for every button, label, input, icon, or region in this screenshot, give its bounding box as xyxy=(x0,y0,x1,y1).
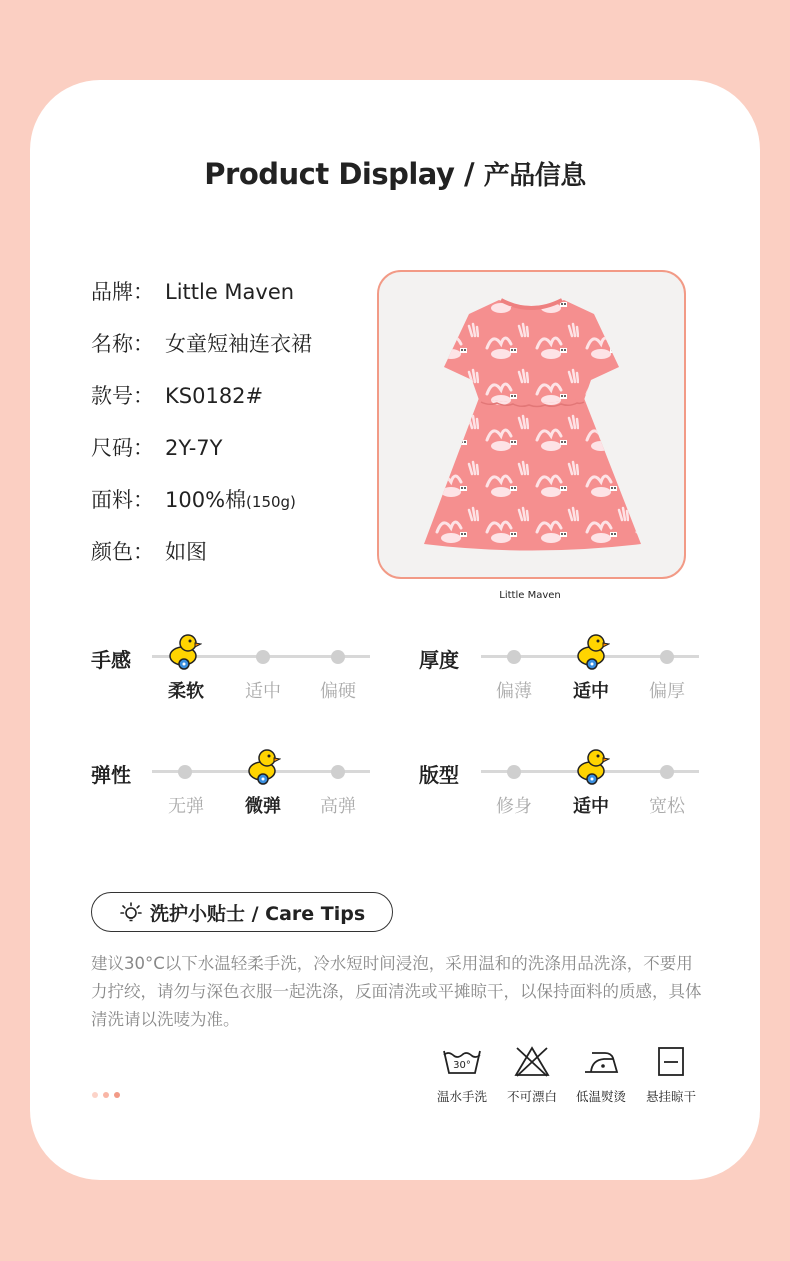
info-fabric xyxy=(91,484,296,514)
care-icon-label: 悬挂晾干 xyxy=(645,1089,696,1104)
care-icon-label: 不可漂白 xyxy=(506,1089,557,1104)
no-bleach-icon xyxy=(511,1045,553,1079)
hang-dry-icon xyxy=(650,1045,692,1079)
pager-dot xyxy=(114,1092,120,1098)
info-label: 面料： xyxy=(91,488,154,512)
scale-dot xyxy=(331,765,345,779)
info-value: 如图 xyxy=(165,540,207,564)
info-value: 2Y-7Y xyxy=(165,436,223,460)
info-value: Little Maven xyxy=(165,280,295,304)
info-size xyxy=(91,432,222,462)
title-en: Product Display xyxy=(204,157,455,191)
info-value: 100%棉 xyxy=(165,488,247,512)
info-label: 尺码： xyxy=(91,436,154,460)
scale-label-elasticity: 弹性 xyxy=(91,763,131,787)
info-label: 颜色： xyxy=(91,540,154,564)
scale-dot xyxy=(507,765,521,779)
scale-option: 修身 xyxy=(496,796,532,817)
care-icon-label: 低温熨烫 xyxy=(575,1089,626,1104)
scale-option: 无弹 xyxy=(168,796,204,817)
info-label: 款号： xyxy=(91,384,154,408)
scale-dot xyxy=(178,765,192,779)
scale-option: 柔软 xyxy=(168,681,204,702)
care-tips-text: 建议30°C以下水温轻柔手洗，冷水短时间浸泡，采用温和的洗涤用品洗涤，不要用力拧绞，请勿与深色衣服一起洗涤，反面清洗或平摊晾干，以保持面料的质感，具体清洗请以洗唛为准。 xyxy=(91,954,702,1029)
hand-wash-30-icon xyxy=(441,1045,483,1079)
scale-option: 宽松 xyxy=(649,796,685,817)
scale-option: 高弹 xyxy=(320,796,356,817)
svg-text:30°: 30° xyxy=(453,1060,471,1071)
care-icon-label: 温水手洗 xyxy=(436,1089,487,1104)
scale-option: 偏硬 xyxy=(320,681,356,702)
care-tips-title: 洗护小贴士 / Care Tips xyxy=(150,902,366,925)
title-separator: / xyxy=(463,157,475,191)
scale-label-fit: 版型 xyxy=(419,763,459,787)
info-style-number xyxy=(91,380,263,410)
info-value: KS0182# xyxy=(165,384,264,408)
scale-dot xyxy=(507,650,521,664)
scale-dot xyxy=(331,650,345,664)
info-color xyxy=(91,536,207,566)
info-suffix: (150g) xyxy=(246,493,296,511)
info-name xyxy=(91,328,312,358)
scale-option: 适中 xyxy=(245,681,281,702)
care-icon-low-iron xyxy=(566,1045,636,1105)
care-icon-no-bleach xyxy=(497,1045,567,1105)
duck-marker-icon xyxy=(168,632,202,672)
pager-dot xyxy=(103,1092,109,1098)
title-cn: 产品信息 xyxy=(483,161,586,191)
care-tips-header xyxy=(91,892,393,932)
scale-dot xyxy=(660,765,674,779)
duck-marker-icon xyxy=(576,747,610,787)
scale-label-hand-feel: 手感 xyxy=(91,648,131,672)
care-icon-hang-dry xyxy=(636,1045,706,1105)
scale-option: 偏薄 xyxy=(496,681,532,702)
duck-marker-icon xyxy=(576,632,610,672)
scale-dot xyxy=(660,650,674,664)
scale-option: 偏厚 xyxy=(649,681,685,702)
scale-label-thickness: 厚度 xyxy=(419,648,459,672)
dress-image xyxy=(379,272,684,577)
duck-marker-icon xyxy=(247,747,281,787)
scale-option: 微弹 xyxy=(245,796,281,817)
page-title xyxy=(0,155,790,192)
info-label: 名称： xyxy=(91,332,154,356)
info-value: 女童短袖连衣裙 xyxy=(165,332,312,356)
scale-option: 适中 xyxy=(573,796,609,817)
pager-dot xyxy=(92,1092,98,1098)
info-brand xyxy=(91,276,294,306)
product-image-frame xyxy=(377,270,686,579)
product-brand-caption: Little Maven xyxy=(499,590,561,601)
care-icon-hand-wash xyxy=(427,1045,497,1105)
lightbulb-icon xyxy=(120,901,142,923)
info-label: 品牌： xyxy=(91,280,154,304)
low-iron-icon xyxy=(580,1045,622,1079)
scale-option: 适中 xyxy=(573,681,609,702)
scale-dot xyxy=(256,650,270,664)
